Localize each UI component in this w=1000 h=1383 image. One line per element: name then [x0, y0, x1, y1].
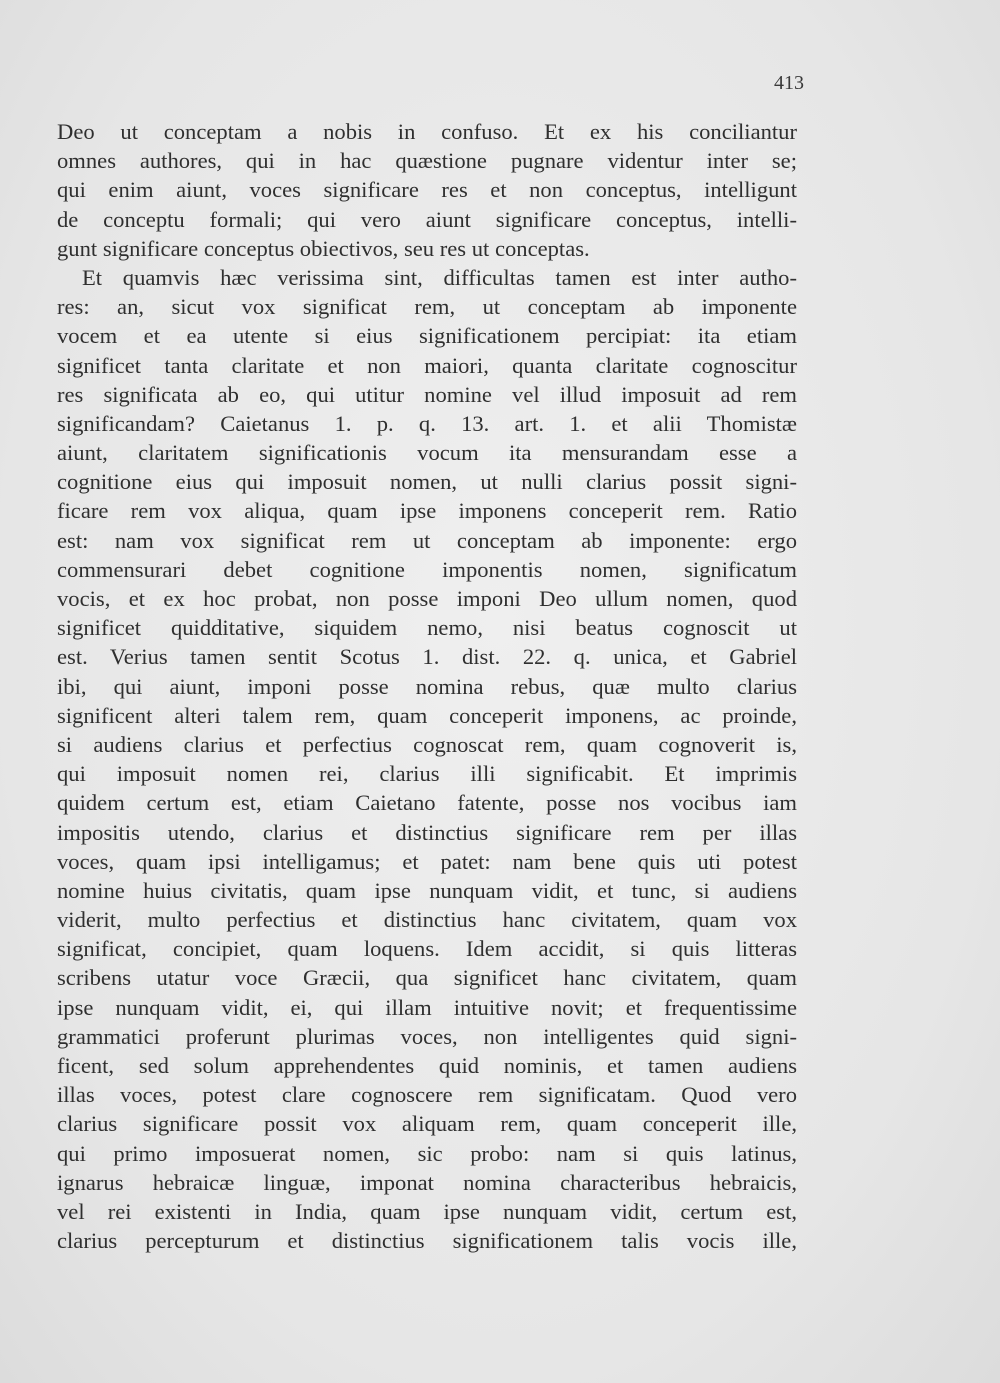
text-line: res: an, sicut vox significat rem, ut conceptam ab imponente	[57, 294, 797, 320]
body-text	[57, 117, 797, 1255]
text-line: omnes authores, qui in hac quæstione pugnare videntur inter se;	[57, 148, 797, 174]
text-line: ipse nunquam vidit, ei, qui illam intuitive novit; et frequentissime	[57, 994, 797, 1020]
text-line: Deo ut conceptam a nobis in confuso. Et ex his conciliantur	[57, 119, 797, 144]
text-line: illas voces, potest clare cognoscere rem significatam. Quod vero	[57, 1082, 797, 1108]
text-line: qui enim aiunt, voces significare res et non conceptus, intelligunt	[57, 177, 797, 203]
text-line: ibi, qui aiunt, imponi posse nomina rebus, quæ multo clarius	[57, 673, 797, 699]
text-line: scribens utatur voce Græcii, qua significet hanc civitatem, quam	[57, 965, 797, 991]
text-line: grammatici proferunt plurimas voces, non intelligentes quid signi-	[57, 1023, 797, 1049]
text-line: clarius percepturum et distinctius significationem talis vocis ille,	[57, 1228, 797, 1254]
text-line: clarius significare possit vox aliquam rem, quam conceperit ille,	[57, 1111, 797, 1137]
text-line: vel rei existenti in India, quam ipse nunquam vidit, certum est,	[57, 1198, 797, 1224]
text-line: vocis, et ex hoc probat, non posse imponi Deo ullum nomen, quod	[57, 586, 797, 611]
text-line: vocem et ea utente si eius significationem percipiat: ita etiam	[57, 323, 797, 349]
text-line: res significata ab eo, qui utitur nomine vel illud imposuit ad rem	[57, 381, 797, 407]
text-line: significent alteri talem rem, quam conceperit imponens, ac proinde,	[57, 702, 797, 728]
text-line: nomine huius civitatis, quam ipse nunquam vidit, et tunc, si audiens	[57, 877, 797, 903]
text-line: impositis utendo, clarius et distinctius significare rem per illas	[57, 819, 797, 845]
text-line: quidem certum est, etiam Caietano fatente, posse nos vocibus iam	[57, 790, 797, 816]
text-line: est. Verius tamen sentit Scotus 1. dist. 22. q. unica, et Gabriel	[57, 644, 797, 670]
page-number: 413	[774, 72, 804, 94]
text-line: voces, quam ipsi intelligamus; et patet: nam bene quis uti potest	[57, 848, 797, 874]
text-line: de conceptu formali; qui vero aiunt significare conceptus, intelli-	[57, 206, 797, 232]
text-line: viderit, multo perfectius et distinctius hanc civitatem, quam vox	[57, 907, 797, 933]
text-line: cognitione eius qui imposuit nomen, ut nulli clarius possit signi-	[57, 469, 797, 495]
text-line: ficare rem vox aliqua, quam ipse imponens conceperit rem. Ratio	[57, 498, 797, 524]
text-line: commensurari debet cognitione imponentis nomen, significatum	[57, 556, 797, 582]
text-line: significandam? Caietanus 1. p. q. 13. art. 1. et alii Thomistæ	[57, 410, 797, 436]
text-line: qui primo imposuerat nomen, sic probo: nam si quis latinus,	[57, 1140, 797, 1166]
text-line: aiunt, claritatem significationis vocum ita mensurandam esse a	[57, 440, 797, 466]
text-line: gunt significare conceptus obiectivos, seu res ut conceptas.	[57, 235, 590, 261]
text-line: significat, concipiet, quam loquens. Idem accidit, si quis litteras	[57, 936, 797, 962]
text-line: ficent, sed solum apprehendentes quid nominis, et tamen audiens	[57, 1053, 797, 1078]
text-line: ignarus hebraicæ linguæ, imponat nomina characteribus hebraicis,	[57, 1169, 797, 1195]
text-line: est: nam vox significat rem ut conceptam ab imponente: ergo	[57, 527, 797, 553]
text-line: significet quidditative, siquidem nemo, nisi beatus cognoscit ut	[57, 615, 797, 641]
text-line: si audiens clarius et perfectius cognoscat rem, quam cognoverit is,	[57, 731, 797, 757]
text-line: significet tanta claritate et non maiori, quanta claritate cognoscitur	[57, 352, 797, 378]
text-line: qui imposuit nomen rei, clarius illi significabit. Et imprimis	[57, 761, 797, 787]
text-line-indented: Et quamvis hæc verissima sint, difficultas tamen est inter autho-	[82, 264, 797, 290]
